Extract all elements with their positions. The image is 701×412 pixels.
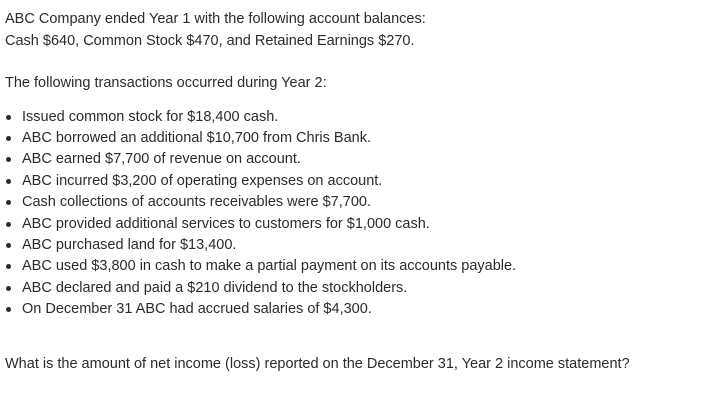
transaction-text: Cash collections of accounts receivables were $7,700. <box>22 194 371 211</box>
transaction-text: ABC purchased land for $13,400. <box>22 236 237 253</box>
list-item <box>5 192 695 213</box>
transactions-header: The following transactions occurred during Year 2: <box>5 75 327 91</box>
bullet-icon <box>6 286 11 291</box>
list-item <box>5 171 695 192</box>
intro-line-1: ABC Company ended Year 1 with the following account balances: <box>5 11 426 27</box>
bullet-icon <box>6 222 11 227</box>
bullet-icon <box>6 136 11 141</box>
list-item <box>5 214 695 235</box>
list-item <box>5 128 695 149</box>
list-item <box>5 278 695 299</box>
bullet-icon <box>6 200 11 205</box>
list-item <box>5 256 695 277</box>
list-item <box>5 299 695 320</box>
list-item <box>5 235 695 256</box>
bullet-icon <box>6 157 11 162</box>
transaction-text: Issued common stock for $18,400 cash. <box>22 108 279 125</box>
transaction-text: ABC earned $7,700 of revenue on account. <box>22 151 301 168</box>
transaction-text: ABC declared and paid a $210 dividend to the stockholders. <box>22 279 408 296</box>
bullet-icon <box>6 179 11 184</box>
intro-line-2: Cash $640, Common Stock $470, and Retained Earnings $270. <box>5 32 415 49</box>
bullet-icon <box>6 307 11 312</box>
transaction-text: ABC used $3,800 in cash to make a partial payment on its accounts payable. <box>22 258 517 275</box>
bullet-icon <box>6 115 11 120</box>
problem-text <box>5 9 695 375</box>
transaction-text: ABC incurred $3,200 of operating expenses on account. <box>22 172 383 189</box>
list-item <box>5 107 695 128</box>
transaction-text: ABC provided additional services to customers for $1,000 cash. <box>22 215 430 232</box>
transaction-text: On December 31 ABC had accrued salaries of $4,300. <box>22 301 372 318</box>
question-text: What is the amount of net income (loss) reported on the December 31, Year 2 income statement? <box>5 355 630 372</box>
bullet-icon <box>6 243 11 248</box>
list-item <box>5 149 695 170</box>
bullet-icon <box>6 264 11 269</box>
transaction-text: ABC borrowed an additional $10,700 from Chris Bank. <box>22 129 371 146</box>
transaction-list <box>5 107 695 321</box>
